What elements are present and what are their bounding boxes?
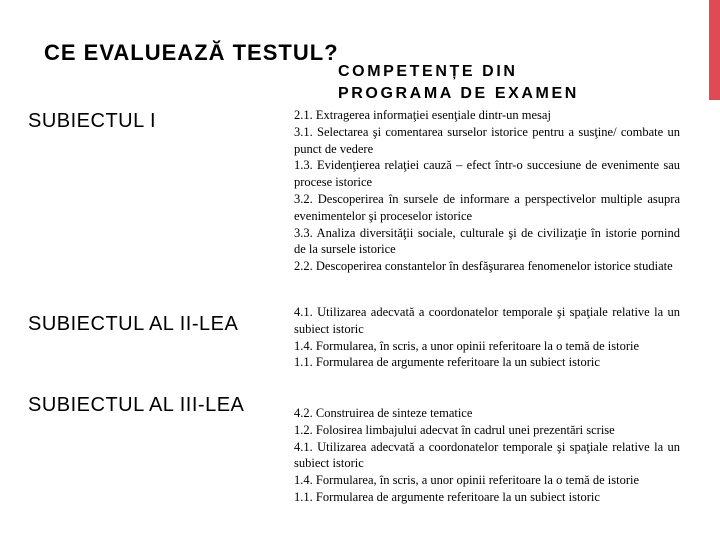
subtitle-line: COMPETENȚE DIN [338,63,518,80]
competency-item: 3.3. Analiza diversităţii sociale, culturale şi de civilizaţie în istorie pornind de la sursele istorice [294,225,680,257]
competency-item: 1.4. Formularea, în scris, a unor opinii referitoare la o temă de istorie [294,338,640,353]
subject-label-2: SUBIECTUL AL II-LEA [28,313,239,335]
competency-item: 1.3. Evidenţierea relaţiei cauză – efect într-o succesiune de evenimente sau procese istorice [294,158,680,190]
competency-item: 4.1. Utilizarea adecvată a coordonatelor temporale şi spaţiale relative la un subiect istoric [294,305,680,336]
competency-item: 1.1. Formularea de argumente referitoare la un subiect istoric [294,355,600,370]
competency-item: 4.2. Construirea de sinteze tematice [294,406,473,420]
page-title: CE EVALUEAZĂ TESTUL? [44,40,339,65]
competency-item: 3.1. Selectarea şi comentarea surselor istorice pentru a susţine/ combate un punct de vedere [294,124,680,156]
competency-item: 3.2. Descoperirea în sursele de informare a perspectivelor multiple asupra evenimentelor şi proceselor istorice [294,191,680,223]
competency-item: 1.2. Folosirea limbajului adecvat în cadrul unei prezentări scrise [294,422,615,437]
competency-item: 2.1. Extragerea informaţiei esenţiale dintr-un mesaj [294,108,551,122]
competency-list-subject-2 [294,304,680,371]
competency-list-subject-1 [294,107,680,275]
competency-item: 2.2. Descoperirea constantelor în desfăşurarea fenomenelor istorice studiate [294,259,673,274]
subject-label-3: SUBIECTUL AL III-LEA [28,394,245,416]
subtitle-line: PROGRAMA DE EXAMEN [338,85,579,102]
page-subtitle [338,61,579,105]
accent-bar [709,0,720,100]
competency-item: 4.1. Utilizarea adecvată a coordonatelor temporale şi spaţiale relative la un subiect istoric [294,439,680,471]
subject-label-1: SUBIECTUL I [28,110,157,132]
competency-item: 1.1. Formularea de argumente referitoare la un subiect istoric [294,489,600,504]
competency-list-subject-3 [294,405,680,506]
competency-item: 1.4. Formularea, în scris, a unor opinii referitoare la o temă de istorie [294,473,640,488]
